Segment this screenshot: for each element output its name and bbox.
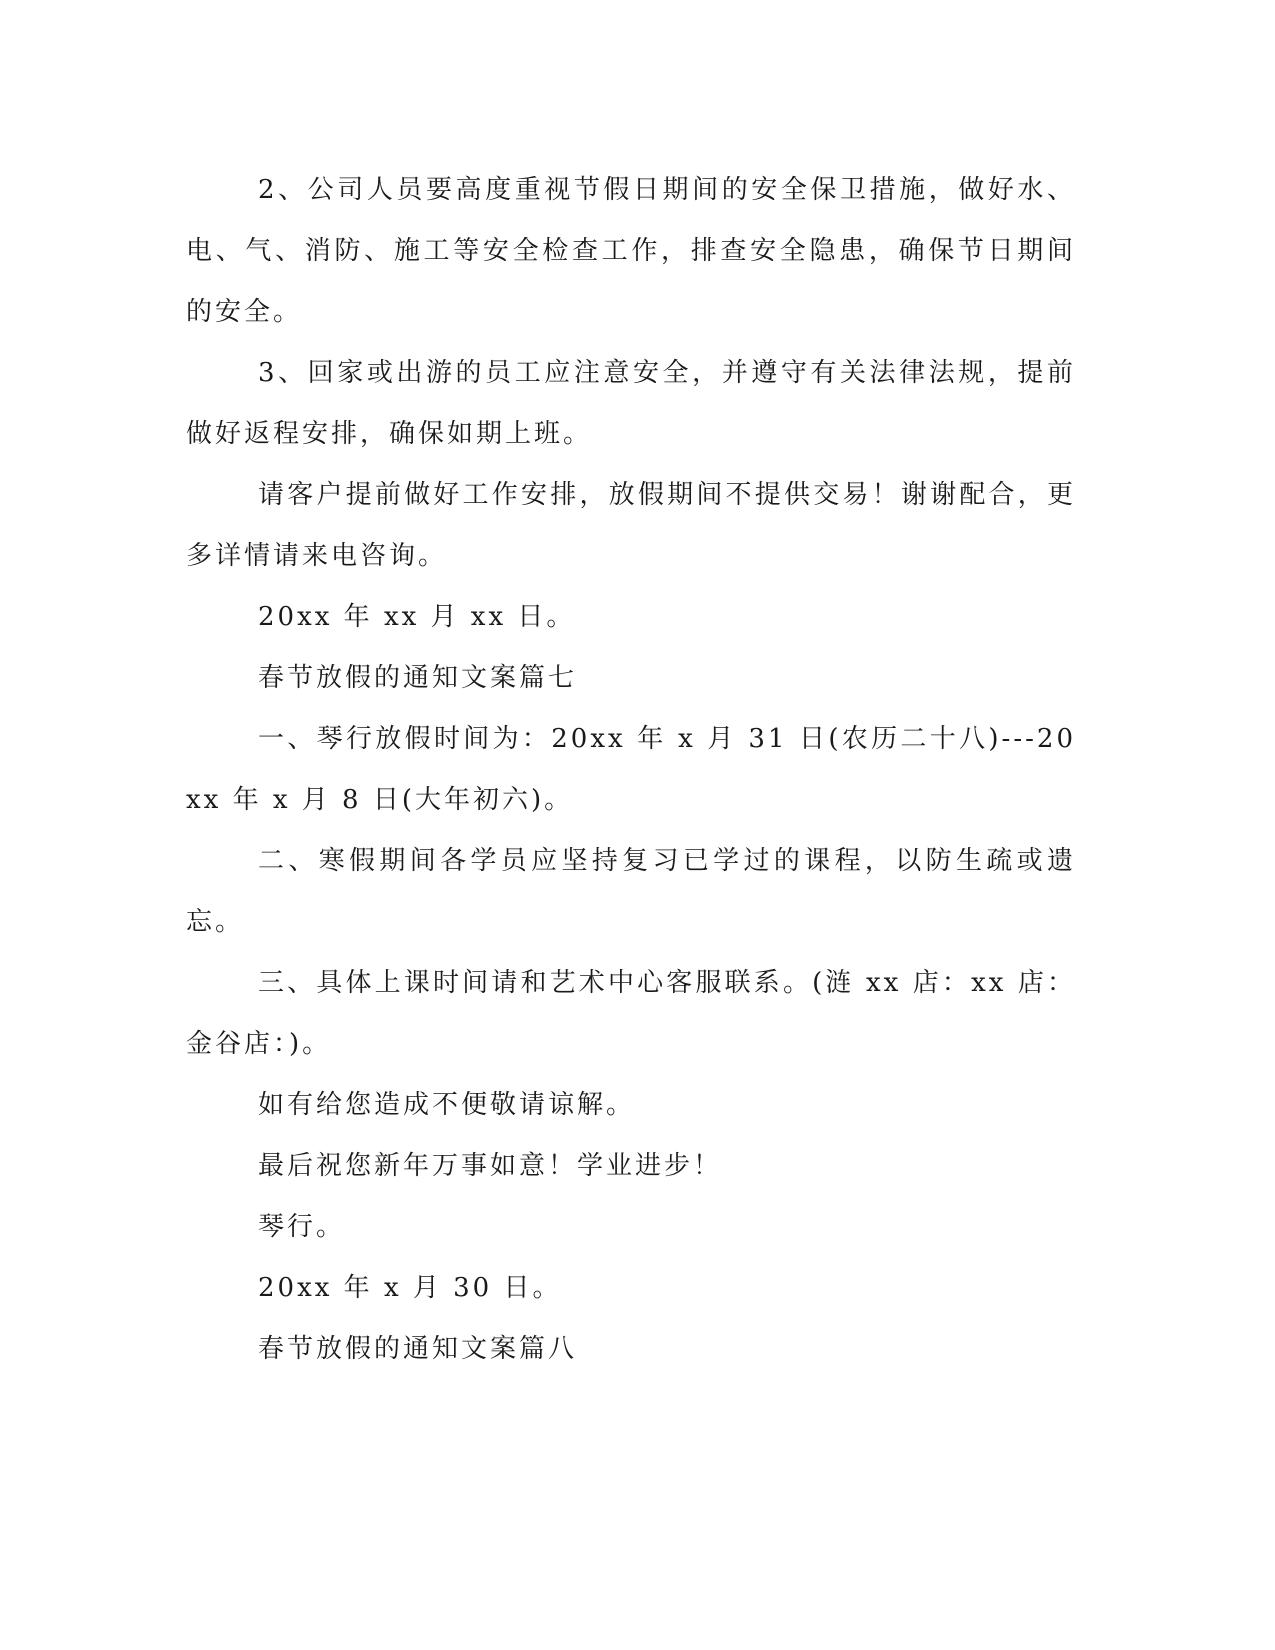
paragraph-travel-safety: 3、回家或出游的员工应注意安全，并遵守有关法律法规，提前做好返程安排，确保如期上班。 <box>186 358 1076 449</box>
document-body <box>186 160 1076 1380</box>
paragraph-safety-measures: 2、公司人员要高度重视节假日期间的安全保卫措施，做好水、电、气、消防、施工等安全检查工作，排查安全隐患，确保节日期间的安全。 <box>186 175 1076 327</box>
date-line: 20xx 年 xx 月 xx 日。 <box>258 602 576 632</box>
paragraph-holiday-period: 一、琴行放假时间为：20xx 年 x 月 31 日(农历二十八)---20xx 年 x 月 8 日(大年初六)。 <box>186 724 1076 815</box>
paragraph-client-notice: 请客户提前做好工作安排，放假期间不提供交易！谢谢配合，更多详情请来电咨询。 <box>186 480 1076 571</box>
section-heading-eight: 春节放假的通知文案篇八 <box>258 1334 578 1364</box>
section-heading-seven: 春节放假的通知文案篇七 <box>258 663 578 693</box>
paragraph-apology: 如有给您造成不便敬请谅解。 <box>258 1090 636 1120</box>
paragraph-class-schedule: 三、具体上课时间请和艺术中心客服联系。(涟 xx 店：xx 店：金谷店：)。 <box>186 968 1076 1059</box>
paragraph-review-courses: 二、寒假期间各学员应坚持复习已学过的课程，以防生疏或遗忘。 <box>186 846 1076 937</box>
signature-date: 20xx 年 x 月 30 日。 <box>258 1273 562 1303</box>
paragraph-wishes: 最后祝您新年万事如意！学业进步！ <box>258 1151 723 1181</box>
signature: 琴行。 <box>258 1212 346 1242</box>
